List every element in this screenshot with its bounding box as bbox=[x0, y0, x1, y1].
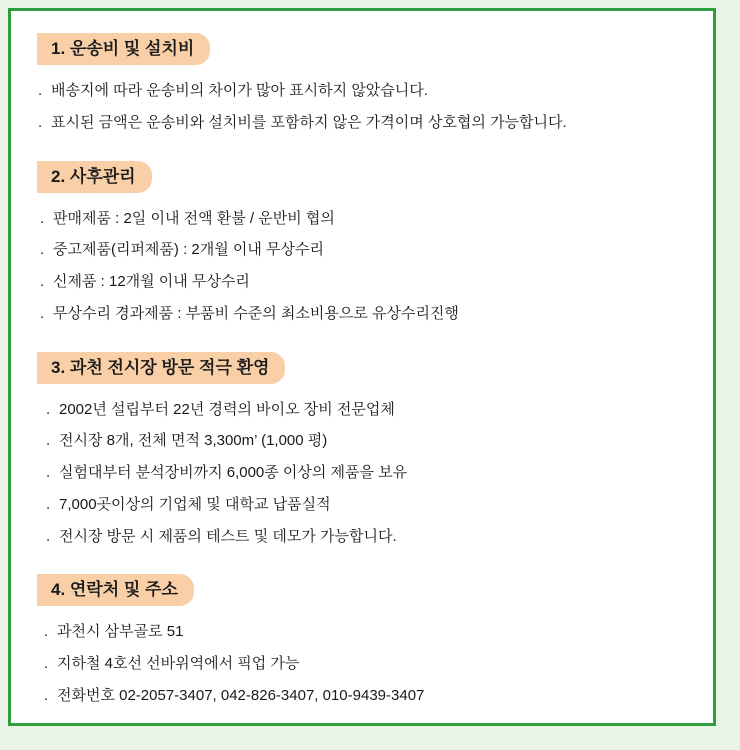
list-item bbox=[29, 648, 695, 680]
list-item-text: 판매제품 : 2일 이내 전액 환불 / 운반비 협의 bbox=[53, 209, 335, 227]
list-item-text: 전화번호 02-2057-3407, 042-826-3407, 010-9439-3407 bbox=[57, 686, 425, 704]
bullet-dot: . bbox=[44, 623, 49, 641]
list-item bbox=[29, 457, 695, 489]
section-item-list bbox=[29, 616, 695, 711]
list-item-text: 실험대부터 분석장비까지 6,000종 이상의 제품을 보유 bbox=[59, 464, 408, 481]
list-item-text: 배송지에 따라 운송비의 차이가 많아 표시하지 않았습니다. bbox=[51, 82, 428, 99]
list-item bbox=[29, 107, 695, 139]
list-item bbox=[29, 266, 695, 298]
bullet-dot: . bbox=[38, 113, 43, 131]
list-item-text: 2002년 설립부터 22년 경력의 바이오 장비 전문업체 bbox=[59, 400, 395, 418]
list-item-text: 신제품 : 12개월 이내 무상수리 bbox=[53, 273, 250, 290]
section-heading: 4. 연락처 및 주소 bbox=[37, 574, 194, 606]
list-item bbox=[29, 425, 695, 457]
bullet-dot: . bbox=[46, 527, 51, 545]
info-notice-page bbox=[8, 8, 716, 726]
list-item-text: 지하철 4호선 선바위역에서 픽업 가능 bbox=[57, 655, 300, 672]
bullet-dot: . bbox=[40, 209, 45, 227]
list-item-text: 전시장 8개, 전체 면적 3,300m’ (1,000 평) bbox=[59, 432, 328, 450]
list-item bbox=[29, 394, 695, 426]
section-item-list bbox=[29, 203, 695, 330]
section-after-service bbox=[29, 161, 695, 330]
bullet-dot: . bbox=[44, 655, 49, 672]
bullet-dot: . bbox=[46, 432, 51, 450]
list-item bbox=[29, 75, 695, 107]
list-item-text: 과천시 삼부골로 51 bbox=[57, 623, 184, 641]
bullet-dot: . bbox=[38, 82, 43, 99]
bullet-dot: . bbox=[46, 495, 51, 513]
list-item-text: 전시장 방문 시 제품의 테스트 및 데모가 가능합니다. bbox=[59, 527, 397, 545]
list-item bbox=[29, 203, 695, 235]
section-heading: 3. 과천 전시장 방문 적극 환영 bbox=[37, 352, 285, 384]
section-shipping-installation bbox=[29, 33, 695, 139]
list-item-text: 무상수리 경과제품 : 부품비 수준의 최소비용으로 유상수리진행 bbox=[53, 304, 459, 322]
section-contact-address bbox=[29, 574, 695, 711]
bullet-dot: . bbox=[44, 686, 49, 704]
section-heading: 1. 운송비 및 설치비 bbox=[37, 33, 210, 65]
list-item-text: 중고제품(리퍼제품) : 2개월 이내 무상수리 bbox=[53, 241, 325, 259]
bullet-dot: . bbox=[40, 241, 45, 259]
bullet-dot: . bbox=[46, 464, 51, 481]
bullet-dot: . bbox=[40, 304, 45, 322]
section-item-list bbox=[29, 75, 695, 139]
list-item-text: 표시된 금액은 운송비와 설치비를 포함하지 않은 가격이며 상호협의 가능합니다. bbox=[51, 113, 567, 131]
bullet-dot: . bbox=[40, 273, 45, 290]
section-heading: 2. 사후관리 bbox=[37, 161, 152, 193]
list-item bbox=[29, 521, 695, 553]
list-item bbox=[29, 680, 695, 712]
bullet-dot: . bbox=[46, 400, 51, 418]
list-item bbox=[29, 489, 695, 521]
section-showroom-visit bbox=[29, 352, 695, 553]
list-item-text: 7,000곳이상의 기업체 및 대학교 납품실적 bbox=[59, 495, 331, 513]
list-item bbox=[29, 616, 695, 648]
list-item bbox=[29, 298, 695, 330]
section-item-list bbox=[29, 394, 695, 553]
list-item bbox=[29, 234, 695, 266]
